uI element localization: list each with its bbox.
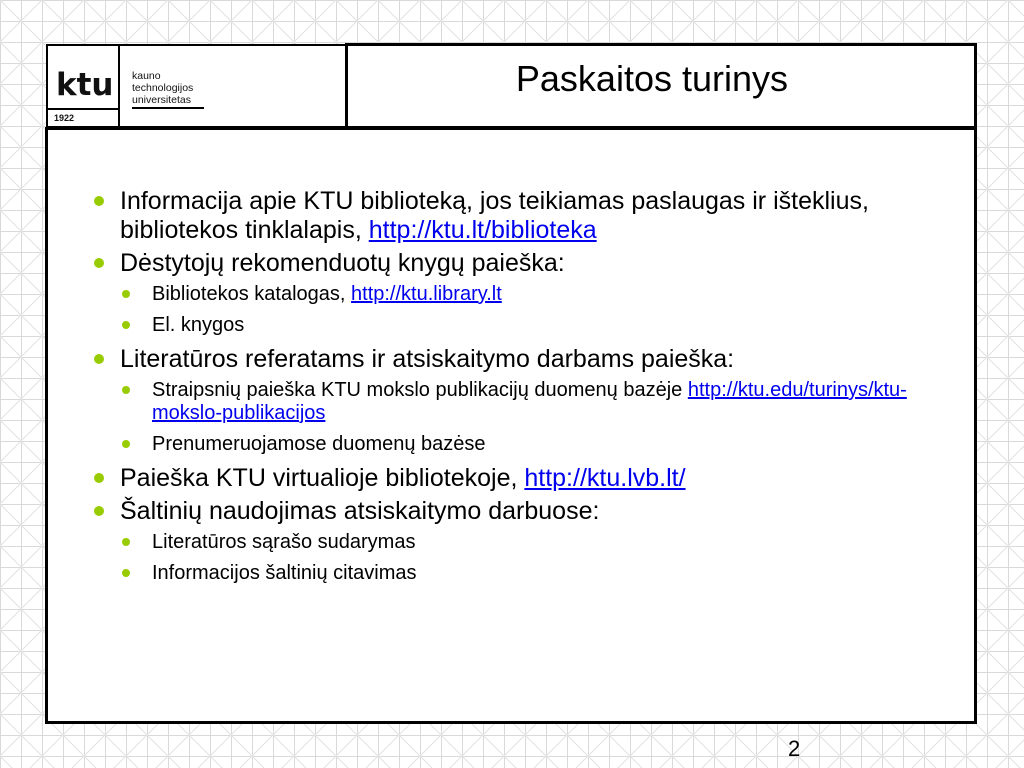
sub-list-item <box>120 433 958 456</box>
sub-list <box>120 379 958 456</box>
logo-ktu-mark: ktu <box>56 67 114 103</box>
list-item-text: Literatūros referatams ir atsiskaitymo darbams paieška: <box>120 345 735 373</box>
sub-list <box>120 283 958 337</box>
publications-link[interactable]: http://ktu.edu/turinys/ktu-mokslo-publikacijos <box>152 379 907 424</box>
content-list <box>88 187 958 593</box>
sub-list-item-text: El. knygos <box>152 314 245 336</box>
sub-list-item-text: Bibliotekos katalogas, <box>152 283 352 305</box>
library-catalog-link[interactable]: http://ktu.library.lt <box>351 283 502 305</box>
logo-name-line-1: kauno <box>132 70 161 82</box>
virtual-library-link[interactable]: http://ktu.lvb.lt/ <box>524 464 686 492</box>
slide-title: Paskaitos turinys <box>515 58 788 99</box>
logo-divider <box>118 46 120 128</box>
list-item <box>88 345 958 456</box>
logo-name-rule <box>132 107 204 109</box>
list-item-text: Dėstytojų rekomenduotų knygų paieška: <box>120 249 565 277</box>
list-item <box>88 464 958 493</box>
sub-list-item <box>120 283 958 306</box>
sub-list-item <box>120 314 958 337</box>
list-item <box>88 187 958 245</box>
sub-list-item <box>120 531 958 554</box>
list-item-text: Informacija apie KTU biblioteką, jos teikiamas paslaugas ir išteklius, bibliotekos tinklalapis, <box>120 187 869 244</box>
sub-list-item <box>120 562 958 585</box>
sub-list-item <box>120 379 958 425</box>
logo-year: 1922 <box>54 113 75 123</box>
logo-year-rule <box>48 108 118 110</box>
logo-box <box>46 44 345 128</box>
sub-list-item-text: Informacijos šaltinių citavimas <box>152 562 417 584</box>
list-item <box>88 497 958 585</box>
sub-list-item-text: Prenumeruojamose duomenų bazėse <box>152 433 486 455</box>
list-item-text: Paieška KTU virtualioje bibliotekoje, <box>120 464 525 492</box>
logo-name-line-3: universitetas <box>132 94 191 106</box>
page-number: 2 <box>788 736 801 761</box>
list-item <box>88 249 958 337</box>
sub-list <box>120 531 958 585</box>
logo-name-line-2: technologijos <box>132 82 194 94</box>
logo-university-name <box>132 70 193 106</box>
content-box <box>45 127 977 724</box>
sub-list-item-text: Literatūros sąrašo sudarymas <box>152 531 416 553</box>
title-box <box>345 43 977 129</box>
list-item-text: Šaltinių naudojimas atsiskaitymo darbuose: <box>120 497 600 525</box>
biblioteka-link[interactable]: http://ktu.lt/biblioteka <box>368 216 597 244</box>
sub-list-item-text: Straipsnių paieška KTU mokslo publikacijų duomenų bazėje <box>152 379 688 401</box>
